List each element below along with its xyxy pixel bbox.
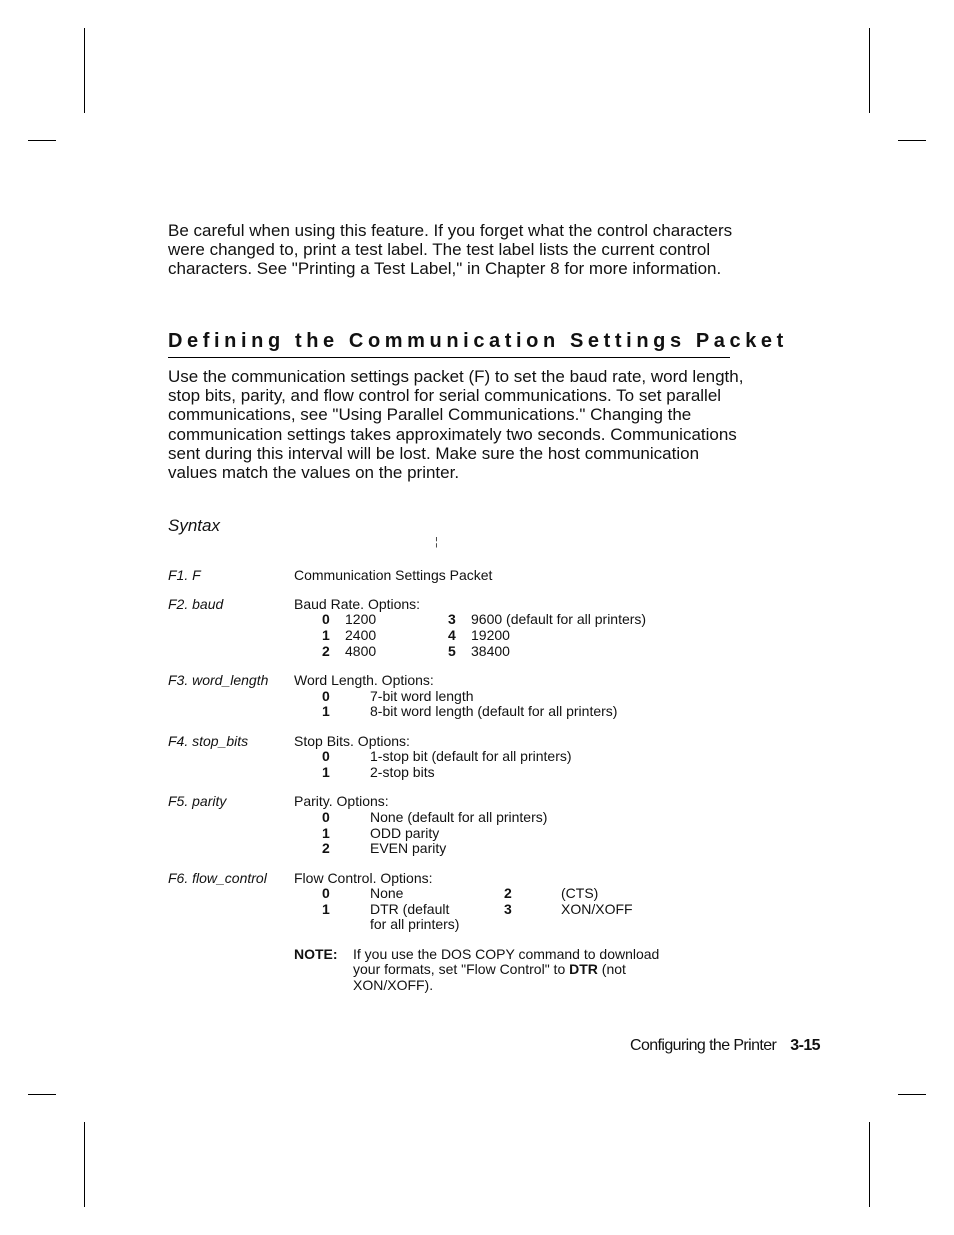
field-f3-name: F3. word_length bbox=[168, 672, 269, 688]
field-f2-desc: Baud Rate. Options: bbox=[294, 596, 421, 612]
intro-paragraph: Be careful when using this feature. If you forget what the control characters were changed to, print a test label. The test label lists the current control characters. See "Printing a Test Label," in Chapter 8 for more information. bbox=[168, 221, 733, 279]
option-code: 2 bbox=[322, 643, 330, 659]
crop-mark bbox=[84, 28, 85, 113]
field-f6-desc: Flow Control. Options: bbox=[294, 870, 433, 886]
syntax-heading: Syntax bbox=[168, 516, 220, 535]
note-dtr-emphasis: DTR bbox=[569, 961, 598, 977]
footer-section-title: Configuring the Printer bbox=[630, 1037, 777, 1054]
note-text-line2 bbox=[353, 961, 626, 977]
option-code: 1 bbox=[322, 764, 330, 780]
option-label: None (default for all printers) bbox=[370, 809, 548, 825]
option-label: XON/XOFF bbox=[561, 901, 633, 917]
option-label: None bbox=[370, 885, 404, 901]
option-code: 0 bbox=[322, 885, 330, 901]
option-code: 2 bbox=[322, 840, 330, 856]
option-label: 9600 (default for all printers) bbox=[471, 611, 647, 627]
option-code: 0 bbox=[322, 748, 330, 764]
option-label: 1-stop bit (default for all printers) bbox=[370, 748, 572, 764]
option-label: 19200 bbox=[471, 627, 510, 643]
option-label: 1200 bbox=[345, 611, 377, 627]
option-label: (CTS) bbox=[561, 885, 599, 901]
crop-mark bbox=[898, 1094, 926, 1095]
field-f6-name: F6. flow_control bbox=[168, 870, 267, 886]
crop-mark bbox=[28, 140, 56, 141]
field-f1-desc: Communication Settings Packet bbox=[294, 567, 493, 583]
option-label: 7-bit word length bbox=[370, 688, 474, 704]
option-label: 2400 bbox=[345, 627, 377, 643]
crop-mark bbox=[84, 1122, 85, 1207]
field-f2-name: F2. baud bbox=[168, 596, 224, 612]
crop-mark bbox=[869, 28, 870, 113]
option-code: 1 bbox=[322, 901, 330, 917]
option-code: 0 bbox=[322, 611, 330, 627]
option-label: ODD parity bbox=[370, 825, 440, 841]
option-label-continued: for all printers) bbox=[370, 916, 460, 932]
field-f1-name: F1. F bbox=[168, 567, 201, 583]
option-label: EVEN parity bbox=[370, 840, 447, 856]
section-title: Defining the Communication Settings Packet bbox=[168, 330, 730, 358]
body-paragraph: Use the communication settings packet (F) to set the baud rate, word length, stop bits, parity, and flow control for serial communications. To set parallel communications, see "Using Parallel Communications." Changing the communication settings takes approximately two seconds. Communications sent during this interval will be lost. Make sure the host communication values match the values on the printer. bbox=[168, 367, 744, 483]
option-code: 0 bbox=[322, 809, 330, 825]
option-label: DTR (default bbox=[370, 901, 450, 917]
crop-mark bbox=[869, 1122, 870, 1207]
option-code: 5 bbox=[448, 643, 456, 659]
option-label: 2-stop bits bbox=[370, 764, 435, 780]
page-footer bbox=[630, 1037, 820, 1055]
option-code: 0 bbox=[322, 688, 330, 704]
crop-mark bbox=[898, 140, 926, 141]
note-label: NOTE: bbox=[294, 946, 338, 962]
option-label: 8-bit word length (default for all printers) bbox=[370, 703, 618, 719]
crop-mark bbox=[28, 1094, 56, 1095]
note-text: your formats, set "Flow Control" to bbox=[353, 961, 570, 977]
option-code: 3 bbox=[448, 611, 456, 627]
field-f4-name: F4. stop_bits bbox=[168, 733, 249, 749]
option-code: 1 bbox=[322, 627, 330, 643]
syntax-mark: ¦ bbox=[435, 536, 438, 548]
option-code: 4 bbox=[448, 627, 456, 643]
page-number: 3-15 bbox=[790, 1037, 820, 1054]
option-code: 1 bbox=[322, 703, 330, 719]
field-f4-desc: Stop Bits. Options: bbox=[294, 733, 410, 749]
field-f3-desc: Word Length. Options: bbox=[294, 672, 434, 688]
option-label: 4800 bbox=[345, 643, 377, 659]
field-f5-name: F5. parity bbox=[168, 793, 227, 809]
option-code: 2 bbox=[504, 885, 512, 901]
option-label: 38400 bbox=[471, 643, 510, 659]
note-text-line3: XON/XOFF). bbox=[353, 977, 434, 993]
note-text: (not bbox=[597, 961, 626, 977]
field-f5-desc: Parity. Options: bbox=[294, 793, 389, 809]
option-code: 1 bbox=[322, 825, 330, 841]
note-text-line1: If you use the DOS COPY command to download bbox=[353, 946, 660, 962]
option-code: 3 bbox=[504, 901, 512, 917]
